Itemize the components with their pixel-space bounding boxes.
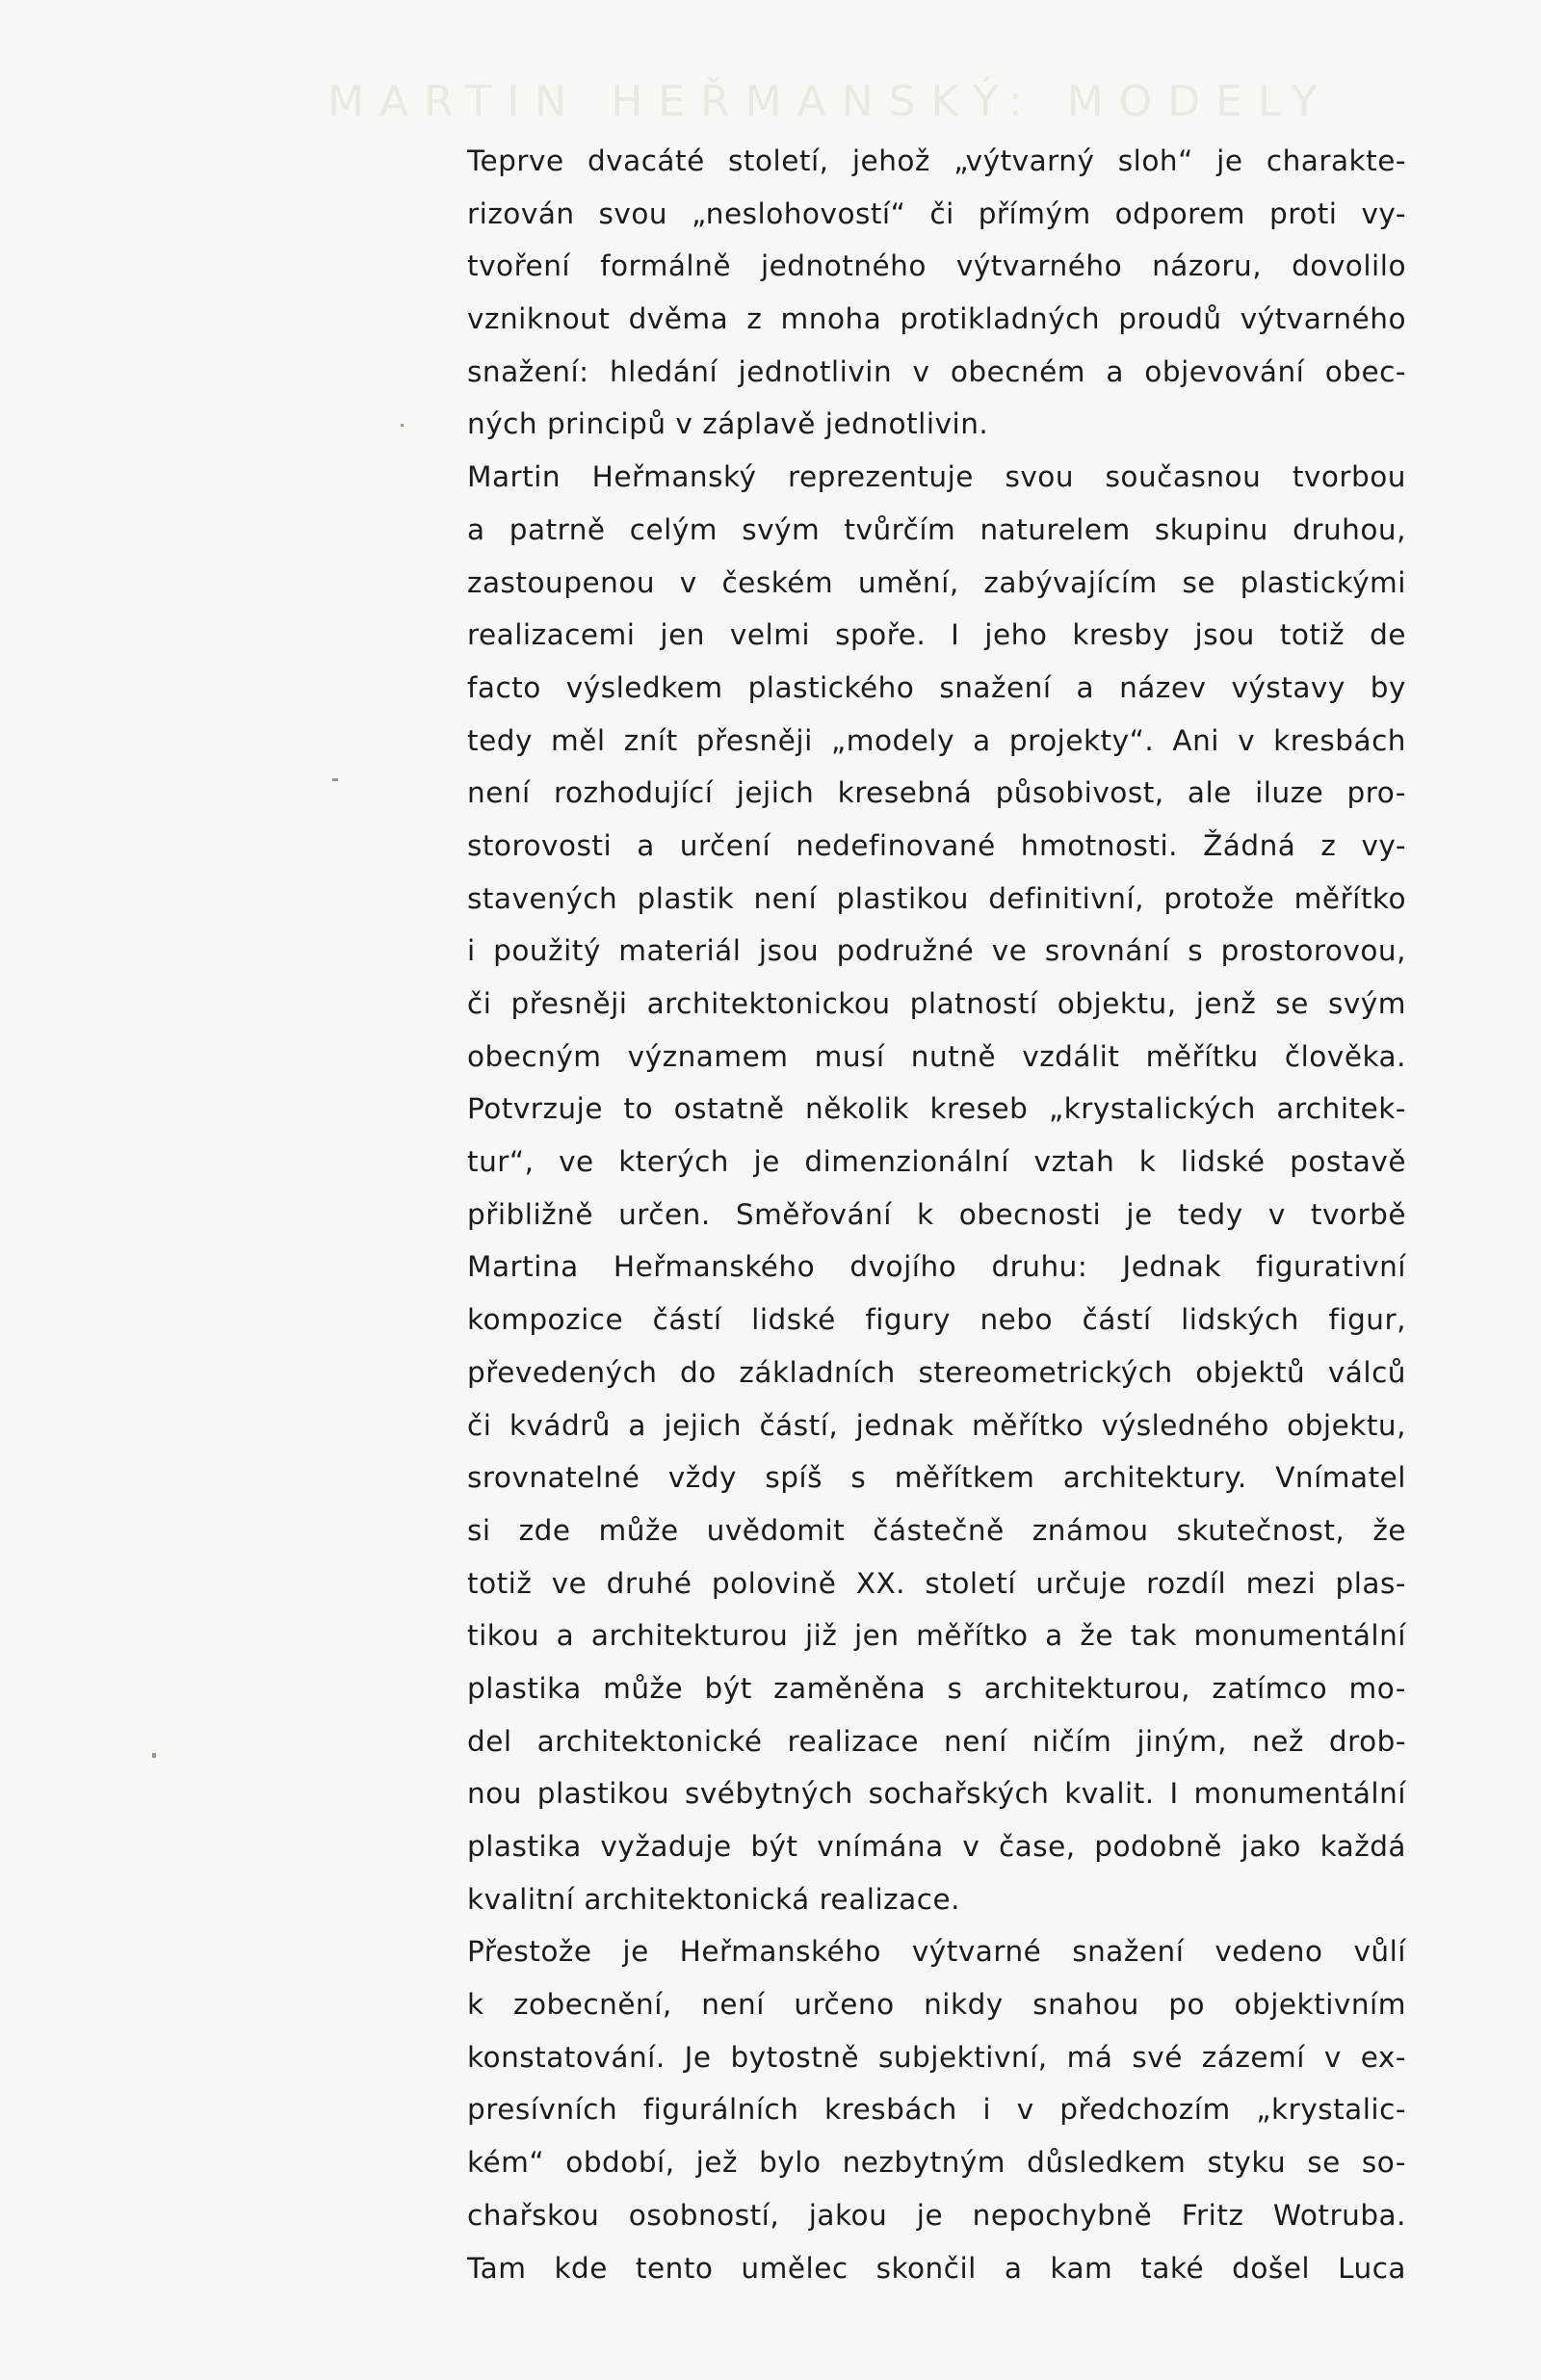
- text-line: či přesněji architektonickou platností objektu, jenž se svým: [467, 987, 1406, 1020]
- stray-mark: [401, 424, 404, 427]
- text-line: i použitý materiál jsou podružné ve srovnání s prostorovou,: [467, 934, 1406, 968]
- text-line: tikou a architekturou již jen měřítko a že tak monumentální: [467, 1619, 1406, 1653]
- text-line: konstatování. Je bytostně subjektivní, má své zázemí v ex-: [467, 2040, 1406, 2074]
- text-line: přibližně určen. Směřování k obecnosti je tedy v tvorbě: [467, 1197, 1406, 1231]
- text-line: del architektonické realizace není ničím jiným, než drob-: [467, 1724, 1406, 1758]
- text-line: snažení: hledání jednotlivin v obecném a objevování obec-: [467, 354, 1406, 388]
- text-line: nou plastikou svébytných sochařských kvalit. I monumentální: [467, 1777, 1406, 1811]
- stray-mark: [152, 1753, 156, 1758]
- stray-mark: [332, 778, 338, 781]
- text-line: a patrně celým svým tvůrčím naturelem skupinu druhou,: [467, 512, 1406, 546]
- text-line: presívních figurálních kresbách i v předchozím „krystalic-: [467, 2093, 1406, 2127]
- text-line: či kvádrů a jejich částí, jednak měřítko výsledného objektu,: [467, 1408, 1406, 1442]
- text-line: Martina Heřmanského dvojího druhu: Jednak figurativní: [467, 1250, 1406, 1284]
- text-line: srovnatelné vždy spíš s měřítkem architektury. Vnímatel: [467, 1461, 1406, 1495]
- text-line: obecným významem musí nutně vzdálit měřítku člověka.: [467, 1039, 1406, 1073]
- text-line: facto výsledkem plastického snažení a název výstavy by: [467, 670, 1406, 704]
- text-line: ných principů v záplavě jednotlivin.: [467, 407, 989, 441]
- text-line: tur“, ve kterých je dimenzionální vztah k lidské postavě: [467, 1145, 1406, 1179]
- text-line: si zde může uvědomit částečně známou skutečnost, že: [467, 1513, 1406, 1547]
- text-line: vzniknout dvěma z mnoha protikladných proudů výtvarného: [467, 302, 1406, 336]
- text-line: Tam kde tento umělec skončil a kam také došel Luca: [467, 2251, 1406, 2285]
- text-line: plastika vyžaduje být vnímána v čase, podobně jako každá: [467, 1830, 1406, 1863]
- text-line: Teprve dvacáté století, jehož „výtvarný sloh“ je charakte-: [467, 144, 1406, 177]
- text-line: zastoupenou v českém umění, zabývajícím se plastickými: [467, 565, 1406, 599]
- text-line: totiž ve druhé polovině XX. století určuje rozdíl mezi plas-: [467, 1566, 1406, 1600]
- text-line: kém“ období, jež bylo nezbytným důsledkem styku se so-: [467, 2146, 1406, 2180]
- text-line: není rozhodující jejich kresebná působivost, ale iluze pro-: [467, 776, 1406, 810]
- text-line: stavených plastik není plastikou definitivní, protože měřítko: [467, 881, 1406, 915]
- text-line: tvoření formálně jednotného výtvarného názoru, dovolilo: [467, 249, 1406, 283]
- text-line: kompozice částí lidské figury nebo částí lidských figur,: [467, 1303, 1406, 1337]
- text-line: rizován svou „neslohovostí“ či přímým odporem proti vy-: [467, 196, 1406, 230]
- text-line: k zobecnění, není určeno nikdy snahou po objektivním: [467, 1988, 1406, 2022]
- text-line: plastika může být zaměněna s architekturou, zatímco mo-: [467, 1671, 1406, 1705]
- text-line: Potvrzuje to ostatně několik kreseb „krystalických architek-: [467, 1092, 1406, 1126]
- text-line: storovosti a určení nedefinované hmotnosti. Žádná z vy-: [467, 828, 1406, 862]
- text-line: tedy měl znít přesněji „modely a projekty“. Ani v kresbách: [467, 723, 1406, 757]
- text-line: Martin Heřmanský reprezentuje svou současnou tvorbou: [467, 460, 1406, 494]
- text-line: chařskou osobností, jakou je nepochybně Fritz Wotruba.: [467, 2198, 1406, 2232]
- body-text: [467, 135, 1406, 2294]
- text-line: převedených do základních stereometrických objektů válců: [467, 1355, 1406, 1389]
- text-line: kvalitní architektonická realizace.: [467, 1882, 960, 1916]
- ghost-heading-show-through: MARTIN HEŘMANSKÝ: MODELY: [327, 77, 1333, 126]
- text-line: Přestože je Heřmanského výtvarné snažení vedeno vůlí: [467, 1935, 1406, 1969]
- text-line: realizacemi jen velmi spoře. I jeho kresby jsou totiž de: [467, 618, 1406, 652]
